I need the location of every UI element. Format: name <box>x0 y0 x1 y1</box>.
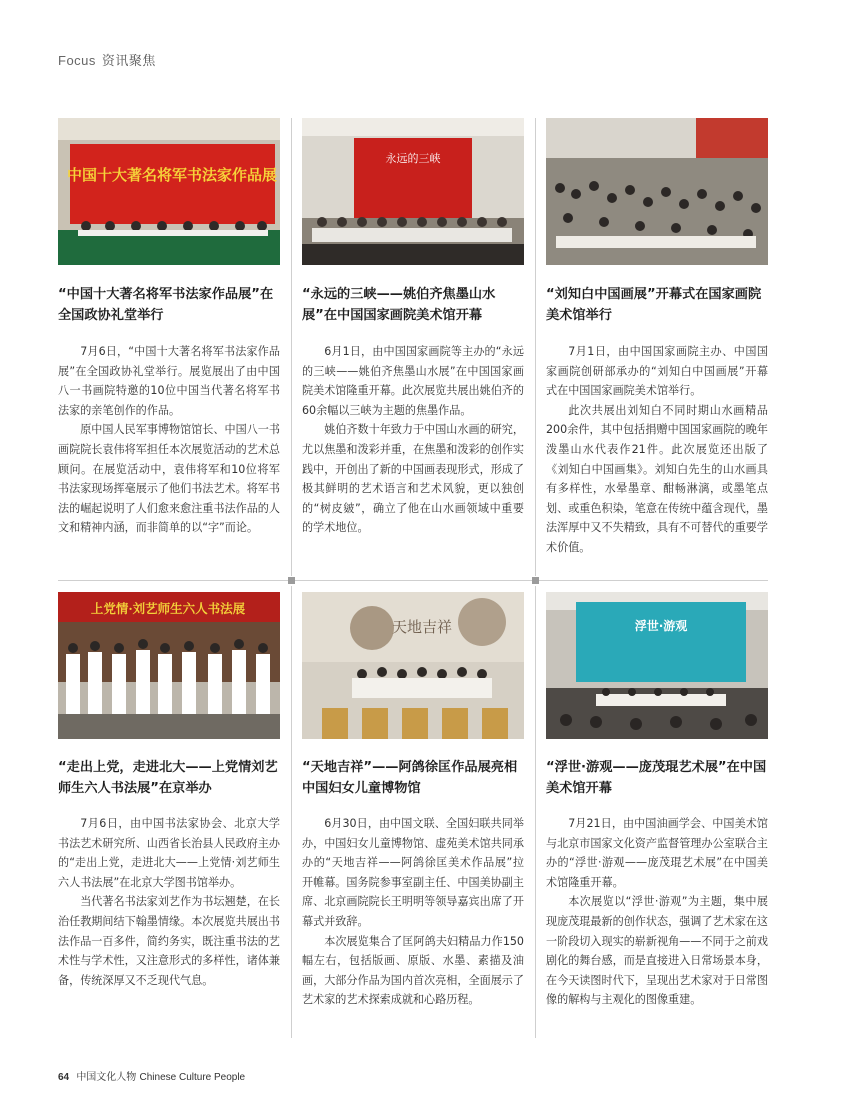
article-3-paragraph-2: 此次共展出刘知白不同时期山水画精品200余件，其中包括捐赠中国国家画院的晚年泼墨山水代表作21件。此次展览还出版了《刘知白中国画集》。刘知白先生的山水画具有多样性，水晕墨章、酣畅淋漓，或墨笔点划、或重色积染，笔意在传统中蕴含现代，墨法浑厚中又不失精致，具有不可替代的重要学术价值。 <box>546 403 768 554</box>
article-body-1 <box>58 342 280 538</box>
article-photo-5 <box>302 592 524 739</box>
article-title-3: “刘知白中国画展”开幕式在国家画院美术馆举行 <box>546 287 762 323</box>
footer-magazine-en: Chinese Culture People <box>139 1072 246 1083</box>
article-3-paragraph-1: 7月1日，由中国国家画院主办、中国国家画院创研部承办的“刘知白中国画展”开幕式在中国国家画院美术馆举行。 <box>546 345 768 398</box>
article-title-5: “天地吉祥”——阿鸽徐匡作品展亮相中国妇女儿童博物馆 <box>302 760 518 796</box>
article-photo-4-banner: 上党情·刘艺师生六人书法展 <box>90 601 246 616</box>
column-divider-4 <box>535 586 536 1038</box>
article-2-paragraph-1: 6月1日，由中国国家画院等主办的“永远的三峡——姚伯齐焦墨山水展”在中国国家画院美术馆隆重开幕。此次展览共展出姚伯齐的60余幅以三峡为主题的焦墨作品。 <box>302 345 524 417</box>
page-number: 64 <box>58 1072 70 1083</box>
article-title-6: “浮世·游观——庞茂琨艺术展”在中国美术馆开幕 <box>546 760 767 796</box>
row-divider <box>58 580 768 581</box>
article-body-6 <box>546 814 768 1010</box>
article-title-1: “中国十大著名将军书法家作品展”在全国政协礼堂举行 <box>58 287 274 323</box>
article-4-paragraph-2: 当代著名书法家刘艺作为书坛翘楚，在长治任教期间结下翰墨情缘。本次展览共展出书法作品一百多件，简约务实，既注重书法的艺术性与学术性，又注意形式的多样性，诸体兼备，传统深厚又不乏现代气息。 <box>58 895 280 987</box>
article-photo-2-banner: 永远的三峡 <box>385 152 441 165</box>
article-photo-6 <box>546 592 768 739</box>
footer-magazine-zh: 中国文化人物 <box>76 1072 137 1083</box>
article-photo-1-banner: 中国十大著名将军书法家作品展 <box>66 166 278 184</box>
section-header <box>58 50 156 69</box>
column-divider-1 <box>291 118 292 576</box>
article-photo-1 <box>58 118 280 265</box>
article-2-paragraph-2: 姚伯齐数十年致力于中国山水画的研究，尤以焦墨和泼彩并重，在焦墨和泼彩的创作实践中，开创出了新的中国画表现形式，形成了极其鲜明的艺术语言和艺术风貌，更以独创的“树皮皴”，确立了他在山水画领域中重要的学术地位。 <box>302 423 524 535</box>
column-divider-2 <box>535 118 536 576</box>
article-6-paragraph-1: 7月21日，由中国油画学会、中国美术馆与北京市国家文化资产监督管理办公室联合主办的“浮世·游观——庞茂琨艺术展”在中国美术馆隆重开幕。 <box>546 817 768 889</box>
article-title-2: “永远的三峡——姚伯齐焦墨山水展”在中国国家画院美术馆开幕 <box>302 287 496 323</box>
article-photo-3 <box>546 118 768 265</box>
article-body-4 <box>58 814 280 990</box>
section-header-en: Focus <box>58 53 96 68</box>
article-4-paragraph-1: 7月6日，由中国书法家协会、北京大学书法艺术研究所、山西省长治县人民政府主办的“走出上党，走进北大——上党情·刘艺师生六人书法展”在北京大学图书馆举办。 <box>58 817 280 889</box>
section-header-zh: 资讯聚焦 <box>101 54 156 69</box>
column-divider-3 <box>291 586 292 1038</box>
article-photo-5-banner: 天地吉祥 <box>391 618 453 636</box>
article-title-4: “走出上党，走进北大——上党情刘艺师生六人书法展”在京举办 <box>58 760 278 796</box>
article-5-paragraph-1: 6月30日，由中国文联、全国妇联共同举办，中国妇女儿童博物馆、虚苑美术馆共同承办的“天地吉祥——阿鸽徐匡美术作品展”拉开帷幕。国务院参事室副主任、中国美协副主席、北京画院院长王明明等领导嘉宾出席了开幕式并致辞。 <box>302 817 524 928</box>
divider-marker-1 <box>288 577 295 584</box>
article-photo-6-banner: 浮世·游观 <box>634 619 688 633</box>
article-body-2 <box>302 342 524 538</box>
page-footer <box>58 1068 245 1083</box>
divider-marker-2 <box>532 577 539 584</box>
article-1-paragraph-1: 7月6日，“中国十大著名将军书法家作品展”在全国政协礼堂举行。展览展出了由中国八一书画院特邀的10位中国当代著名将军书法家的亲笔创作的作品。 <box>58 345 280 417</box>
article-6-paragraph-2: 本次展览以“浮世·游观”为主题，集中展现庞茂琨最新的创作状态，强调了艺术家在这一阶段切入现实的崭新视角——不同于之前戏剧化的舞台感，而是直接进入日常场景本身，在今天读图时代下，呈现出艺术家对于日常图像的解构与主观化的图像重建。 <box>546 895 768 1007</box>
article-1-paragraph-2: 原中国人民军事博物馆馆长、中国八一书画院院长袁伟将军担任本次展览活动的艺术总顾问。在展览活动中，袁伟将军和10位将军书法家现场挥毫展示了他们书法艺术。将军书法的崛起说明了人们愈来愈注重书法作品的人文和精神内涵，而非简单的以“字”而论。 <box>58 423 280 535</box>
article-body-5 <box>302 814 524 1010</box>
article-photo-2 <box>302 118 524 265</box>
article-body-3 <box>546 342 768 558</box>
article-5-paragraph-2: 本次展览集合了匡阿鸽夫妇精品力作150幅左右，包括版画、原版、水墨、素描及油画，大部分作品为国内首次亮相，全面展示了艺术家的艺术探索成就和心路历程。 <box>302 934 524 1007</box>
article-photo-4 <box>58 592 280 739</box>
